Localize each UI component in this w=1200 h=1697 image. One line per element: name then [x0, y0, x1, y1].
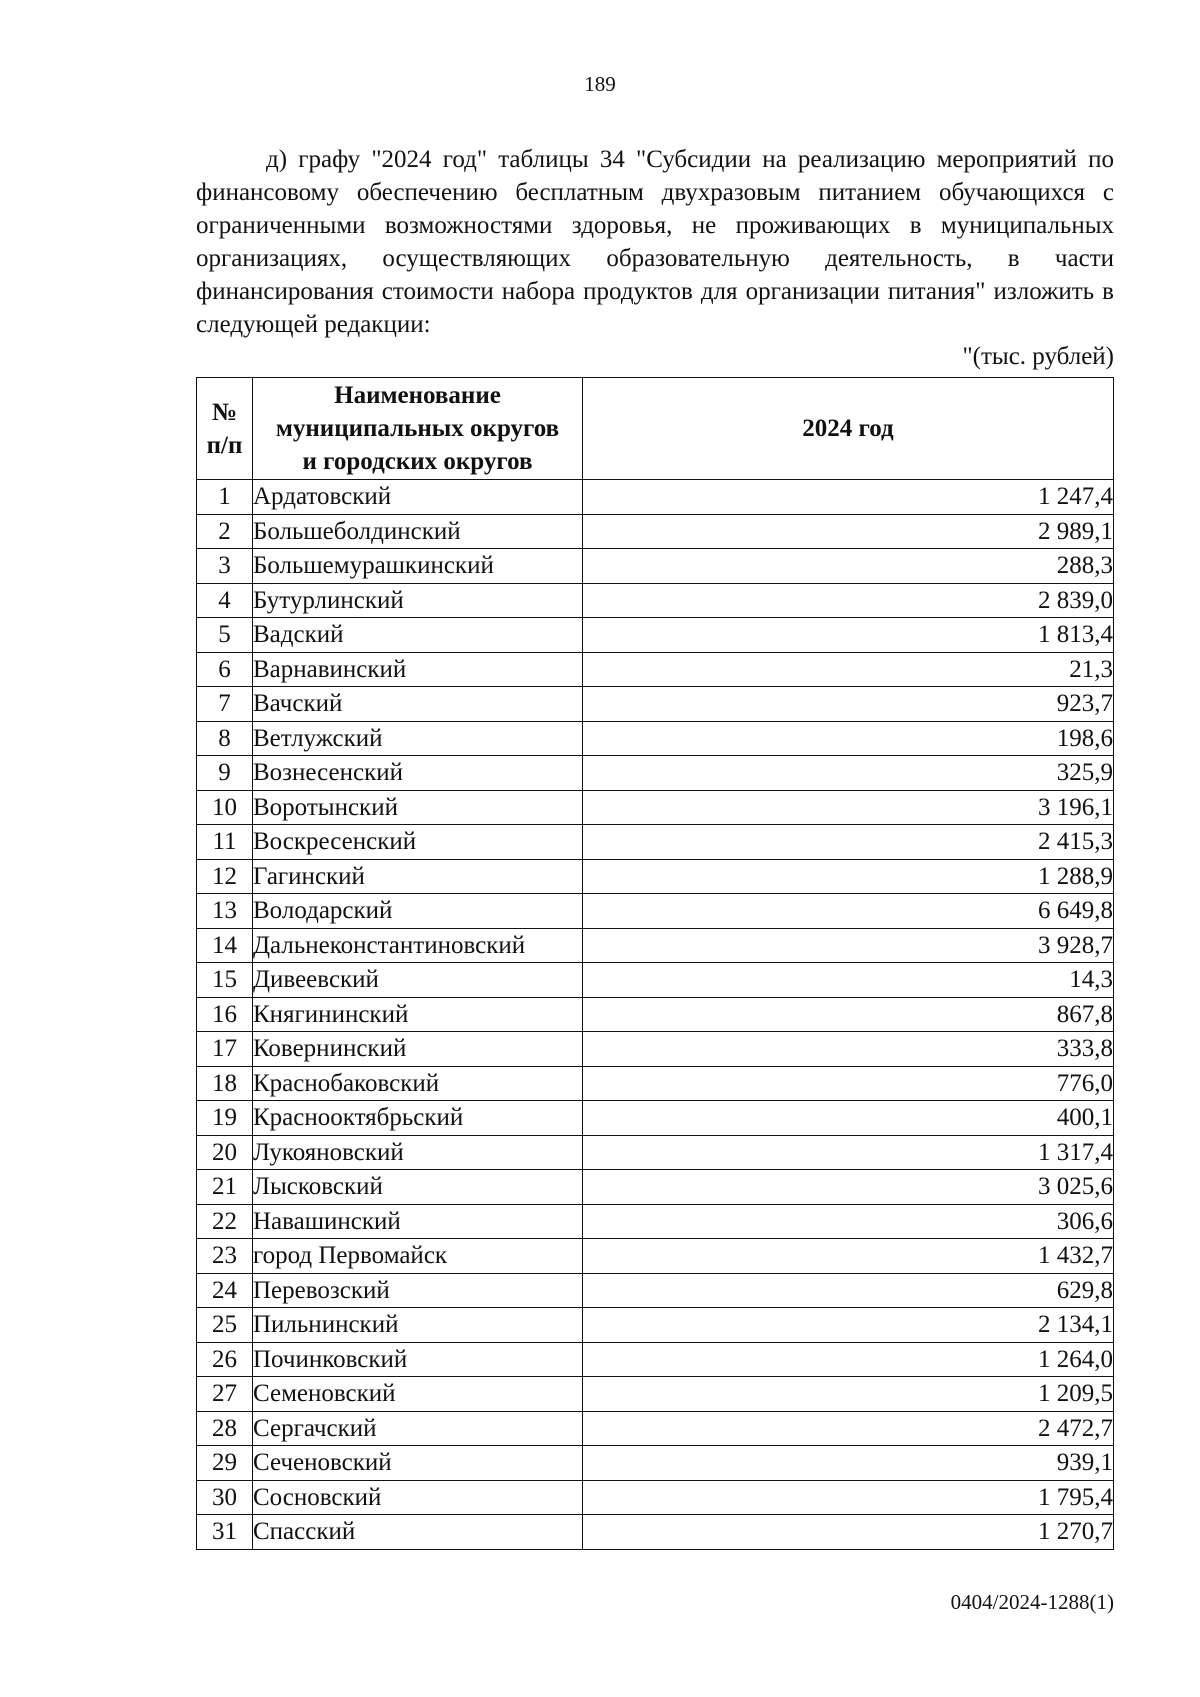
municipality-name-cell: Спасский: [253, 1515, 583, 1550]
municipality-name-cell: Краснооктябрьский: [253, 1101, 583, 1136]
table-row: [197, 1204, 1114, 1239]
table-row: [197, 825, 1114, 860]
municipality-name-cell: Починковский: [253, 1342, 583, 1377]
table-row: [197, 1342, 1114, 1377]
subsidy-value-cell: 1 264,0: [583, 1342, 1114, 1377]
row-number-cell: 31: [197, 1515, 253, 1550]
municipality-name-cell: Сергачский: [253, 1411, 583, 1446]
header-number-line1: №: [211, 398, 238, 426]
subsidy-value-cell: 3 025,6: [583, 1170, 1114, 1205]
row-number-cell: 6: [197, 652, 253, 687]
subsidy-value-cell: 6 649,8: [583, 894, 1114, 929]
table-row: [197, 687, 1114, 722]
row-number-cell: 27: [197, 1377, 253, 1412]
page-number: 189: [584, 72, 616, 96]
subsidy-value-cell: 1 209,5: [583, 1377, 1114, 1412]
header-number: [197, 378, 253, 480]
table-row: [197, 1101, 1114, 1136]
table-body: [197, 480, 1114, 1550]
subsidy-value-cell: 14,3: [583, 963, 1114, 998]
subsidy-value-cell: 629,8: [583, 1273, 1114, 1308]
municipality-name-cell: Большемурашкинский: [253, 549, 583, 584]
table-row: [197, 514, 1114, 549]
row-number-cell: 28: [197, 1411, 253, 1446]
subsidy-value-cell: 325,9: [583, 756, 1114, 791]
row-number-cell: 16: [197, 997, 253, 1032]
row-number-cell: 29: [197, 1446, 253, 1481]
municipality-name-cell: Большеболдинский: [253, 514, 583, 549]
row-number-cell: 23: [197, 1239, 253, 1274]
table-row: [197, 790, 1114, 825]
subsidy-value-cell: 400,1: [583, 1101, 1114, 1136]
table-row: [197, 549, 1114, 584]
units-label: "(тыс. рублей): [962, 343, 1114, 370]
municipality-name-cell: Лысковский: [253, 1170, 583, 1205]
municipality-name-cell: Ковернинский: [253, 1032, 583, 1067]
document-code: 0404/2024-1288(1): [950, 1590, 1114, 1614]
municipality-name-cell: Воротынский: [253, 790, 583, 825]
subsidy-value-cell: 1 288,9: [583, 859, 1114, 894]
row-number-cell: 15: [197, 963, 253, 998]
header-name-line2: муниципальных округов: [275, 415, 560, 442]
header-year: 2024 год: [583, 378, 1114, 480]
municipality-name-cell: Лукояновский: [253, 1135, 583, 1170]
table-row: [197, 1480, 1114, 1515]
subsidy-value-cell: 1 813,4: [583, 618, 1114, 653]
table-row: [197, 1411, 1114, 1446]
table-row: [197, 1170, 1114, 1205]
row-number-cell: 1: [197, 480, 253, 515]
municipality-name-cell: Варнавинский: [253, 652, 583, 687]
subsidy-value-cell: 2 415,3: [583, 825, 1114, 860]
row-number-cell: 30: [197, 1480, 253, 1515]
table-row: [197, 1446, 1114, 1481]
table-row: [197, 1066, 1114, 1101]
row-number-cell: 7: [197, 687, 253, 722]
header-number-line2: п/п: [206, 431, 243, 459]
municipality-name-cell: Вачский: [253, 687, 583, 722]
header-name-line3: и городских округов: [302, 448, 533, 475]
table-row: [197, 963, 1114, 998]
row-number-cell: 10: [197, 790, 253, 825]
municipality-name-cell: Княгининский: [253, 997, 583, 1032]
row-number-cell: 12: [197, 859, 253, 894]
table-row: [197, 1515, 1114, 1550]
municipality-name-cell: Семеновский: [253, 1377, 583, 1412]
municipality-name-cell: Гагинский: [253, 859, 583, 894]
row-number-cell: 8: [197, 721, 253, 756]
row-number-cell: 19: [197, 1101, 253, 1136]
row-number-cell: 3: [197, 549, 253, 584]
subsidy-value-cell: 2 134,1: [583, 1308, 1114, 1343]
municipality-name-cell: Володарский: [253, 894, 583, 929]
municipality-name-cell: Пильнинский: [253, 1308, 583, 1343]
table-row: [197, 480, 1114, 515]
subsidy-value-cell: 2 472,7: [583, 1411, 1114, 1446]
subsidy-value-cell: 939,1: [583, 1446, 1114, 1481]
row-number-cell: 20: [197, 1135, 253, 1170]
municipality-name-cell: Дивеевский: [253, 963, 583, 998]
municipality-name-cell: Ардатовский: [253, 480, 583, 515]
table-row: [197, 1377, 1114, 1412]
subsidy-value-cell: 2 989,1: [583, 514, 1114, 549]
municipality-name-cell: Навашинский: [253, 1204, 583, 1239]
subsidy-value-cell: 1 270,7: [583, 1515, 1114, 1550]
row-number-cell: 17: [197, 1032, 253, 1067]
table-row: [197, 997, 1114, 1032]
municipality-name-cell: Краснобаковский: [253, 1066, 583, 1101]
subsidy-value-cell: 3 196,1: [583, 790, 1114, 825]
table-row: [197, 928, 1114, 963]
subsidy-value-cell: 1 247,4: [583, 480, 1114, 515]
subsidy-value-cell: 1 432,7: [583, 1239, 1114, 1274]
row-number-cell: 4: [197, 583, 253, 618]
table-row: [197, 859, 1114, 894]
subsidy-value-cell: 288,3: [583, 549, 1114, 584]
subsidy-value-cell: 3 928,7: [583, 928, 1114, 963]
table-row: [197, 652, 1114, 687]
subsidy-value-cell: 867,8: [583, 997, 1114, 1032]
row-number-cell: 22: [197, 1204, 253, 1239]
municipality-name-cell: Вознесенский: [253, 756, 583, 791]
municipality-name-cell: Сеченовский: [253, 1446, 583, 1481]
row-number-cell: 2: [197, 514, 253, 549]
row-number-cell: 9: [197, 756, 253, 791]
municipality-name-cell: город Первомайск: [253, 1239, 583, 1274]
header-name-line1: Наименование: [334, 382, 501, 409]
municipality-name-cell: Сосновский: [253, 1480, 583, 1515]
table-row: [197, 756, 1114, 791]
municipality-name-cell: Ветлужский: [253, 721, 583, 756]
municipality-name-cell: Перевозский: [253, 1273, 583, 1308]
subsidy-value-cell: 776,0: [583, 1066, 1114, 1101]
subsidy-value-cell: 21,3: [583, 652, 1114, 687]
header-name: [253, 378, 583, 480]
row-number-cell: 11: [197, 825, 253, 860]
table-row: [197, 1308, 1114, 1343]
row-number-cell: 14: [197, 928, 253, 963]
subsidy-value-cell: 1 795,4: [583, 1480, 1114, 1515]
row-number-cell: 5: [197, 618, 253, 653]
row-number-cell: 18: [197, 1066, 253, 1101]
subsidy-value-cell: 1 317,4: [583, 1135, 1114, 1170]
row-number-cell: 25: [197, 1308, 253, 1343]
table-row: [197, 894, 1114, 929]
table-row: [197, 1239, 1114, 1274]
table-row: [197, 1273, 1114, 1308]
municipality-name-cell: Дальнеконстантиновский: [253, 928, 583, 963]
municipality-name-cell: Воскресенский: [253, 825, 583, 860]
table-header-row: [197, 378, 1114, 480]
table-row: [197, 721, 1114, 756]
subsidy-value-cell: 923,7: [583, 687, 1114, 722]
subsidy-value-cell: 306,6: [583, 1204, 1114, 1239]
subsidy-table: [196, 377, 1114, 1550]
subsidy-value-cell: 333,8: [583, 1032, 1114, 1067]
intro-paragraph: д) графу "2024 год" таблицы 34 "Субсидии на реализацию мероприятий по финансовому обеспечению бесплатным двухразовым питанием обучающихся с ограниченными возможностями здоровья, не проживающих в муниципальных организациях, осуществляющих образовательную деятельность, в части финансирования стоимости набора продуктов для организации питания" изложить в следующей редакции:: [196, 146, 1114, 338]
municipality-name-cell: Бутурлинский: [253, 583, 583, 618]
row-number-cell: 26: [197, 1342, 253, 1377]
row-number-cell: 13: [197, 894, 253, 929]
row-number-cell: 21: [197, 1170, 253, 1205]
table-row: [197, 1135, 1114, 1170]
table-row: [197, 1032, 1114, 1067]
table-row: [197, 583, 1114, 618]
subsidy-value-cell: 198,6: [583, 721, 1114, 756]
subsidy-value-cell: 2 839,0: [583, 583, 1114, 618]
table-row: [197, 618, 1114, 653]
row-number-cell: 24: [197, 1273, 253, 1308]
municipality-name-cell: Вадский: [253, 618, 583, 653]
